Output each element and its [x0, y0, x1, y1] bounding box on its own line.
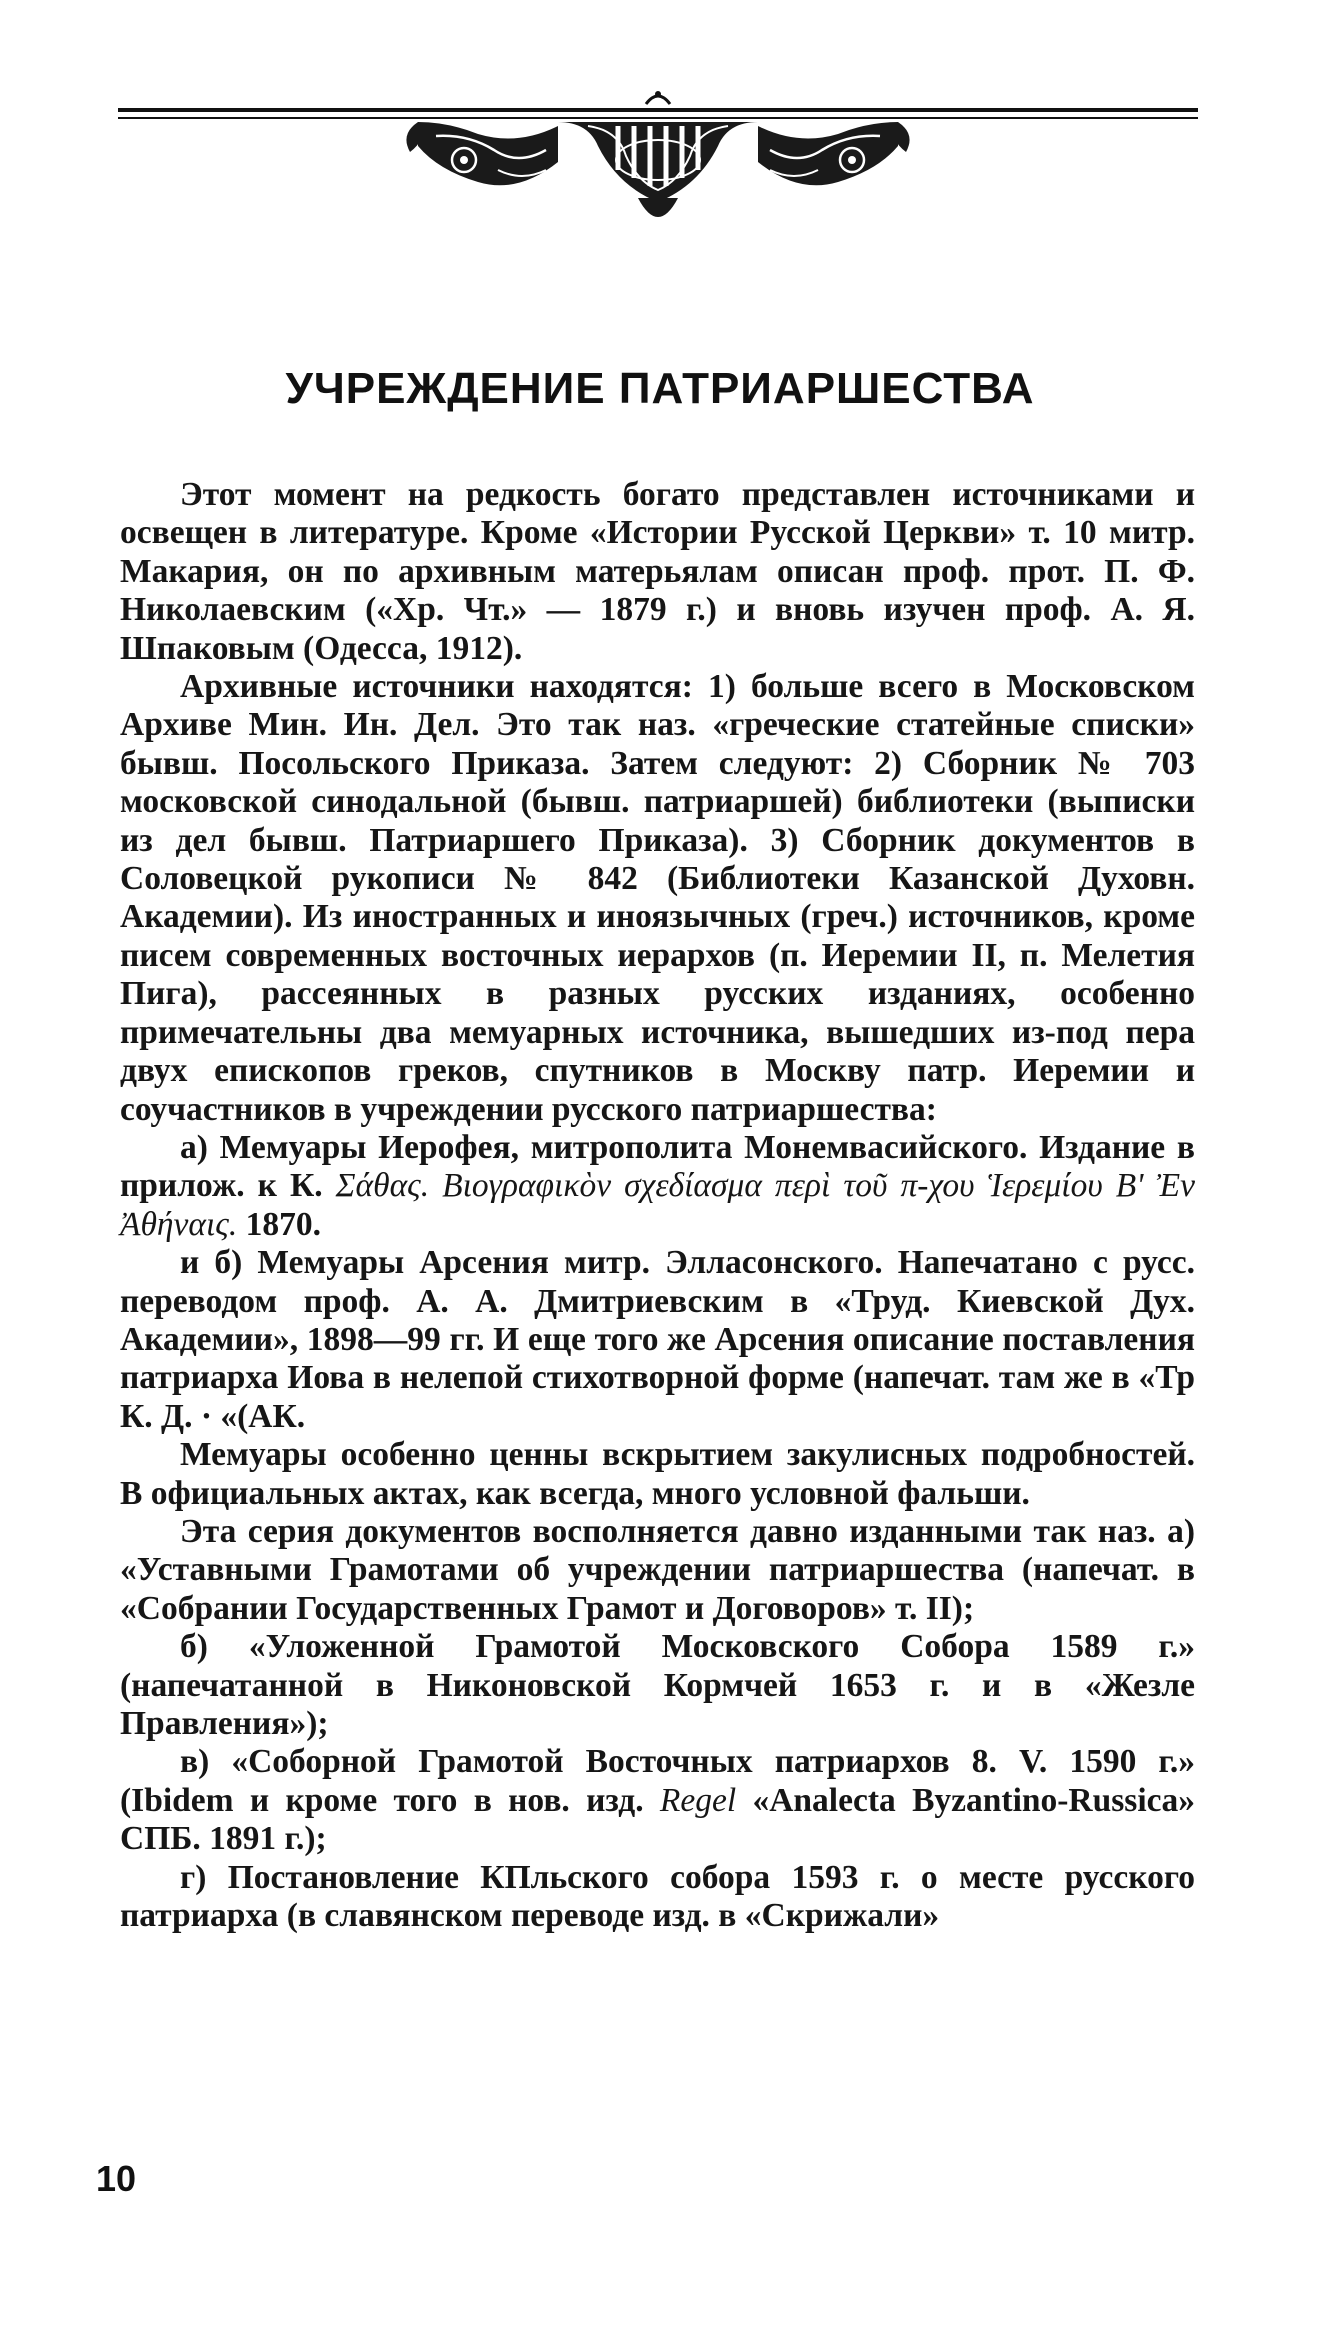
memoir-hierotheos-tail: 1870.: [237, 1205, 322, 1243]
decorative-header-ornament: [118, 86, 1198, 246]
paragraph-memoir-hierotheos: [120, 1129, 1195, 1244]
memoir-hierotheos-lead: а) Мемуары Иерофея, митрополита Монемвасийского. Издание в прилож. к К.: [120, 1128, 1195, 1205]
page-number: 10: [96, 2158, 137, 2199]
paragraph-charters-a: Эта серия документов восполняется давно изданными так наз. а) «Уставными Грамотами об учреждении патриаршества (напечат. в «Собрании Государственных Грамот и Договоров» т. II);: [120, 1512, 1195, 1627]
chapter-title: УЧРЕЖДЕНИЕ ПАТРИАРШЕСТВА: [285, 364, 1035, 413]
paragraph-charters-c: [120, 1743, 1195, 1858]
paragraph-charters-b: б) «Уложенной Грамотой Московского Собора 1589 г.» (напечатанной в Никоновской Кормчей 1653 г. и в «Жезле Правления»);: [120, 1628, 1195, 1742]
charters-c-tail: «Analecta Byzantino-Russica» СПБ. 1891 г.);: [120, 1781, 1195, 1858]
paragraph-charters-d: г) Постановление КПльского собора 1593 г. о месте русского патриарха (в славянском переводе изд. в «Скрижали»: [120, 1858, 1195, 1935]
body-text: [120, 476, 1195, 1935]
paragraph-memoir-arsenios: и б) Мемуары Арсения митр. Элласонского. Напечатано с русс. переводом проф. А. А. Дмитриевским в «Труд. Киевской Дух. Академии», 1898—99 гг. И еще того же Арсения описание поставления патриарха Иова в нелепой стихотворной форме (напечат. там же в «Тр К. Д. · «(АК.: [120, 1244, 1195, 1435]
charters-c-lead: в) «Соборной Грамотой Восточных патриархов 8. V. 1590 г.» (Ibidem и кроме того в нов. изд.: [120, 1743, 1195, 1819]
paragraph-memoir-value: Мемуары особенно ценны вскрытием закулисных подробностей. В официальных актах, как всегда, много условной фальши.: [120, 1436, 1195, 1512]
paragraph-archival-sources: Архивные источники находятся: 1) больше всего в Московском Архиве Мин. Ин. Дел. Это так наз. «греческие статейные списки» бывш. Посольского Приказа. Затем следуют: 2) Сборник № 703 московской синодальной (бывш. патриаршей) библиотеки (выписки из дел бывш. Патриаршего Приказа). 3) Сборник документов в Соловецкой рукописи № 842 (Библиотеки Казанской Духовн. Академии). Из иностранных и иноязычных (греч.) источников, кроме писем современных восточных иерархов (п. Иеремии II, п. Мелетия Пига), рассеянных в разных русских изданиях, особенно примечательны два мемуарных источника, вышедших из-под пера двух епископов греков, спутников в Москву патр. Иеремии и соучастников в учреждении русского патриаршества:: [120, 668, 1195, 1128]
paragraph-intro: Этот момент на редкость богато представлен источниками и освещен в литературе. Кроме «Истории Русской Церкви» т. 10 митр. Макария, он по архивным матерьялам описан проф. прот. П. Ф. Николаевским («Хр. Чт.» — 1879 г.) и вновь изучен проф. А. Я. Шпаковым (Одесса, 1912).: [120, 476, 1195, 667]
greek-citation: Σάθας. Βιογραφικὸν σχεδίασμα περὶ τοῦ π-χου Ἱερεμίου Β' Ἐν Ἀθήναις.: [120, 1167, 1195, 1243]
regel-italic: Regel: [659, 1781, 737, 1819]
